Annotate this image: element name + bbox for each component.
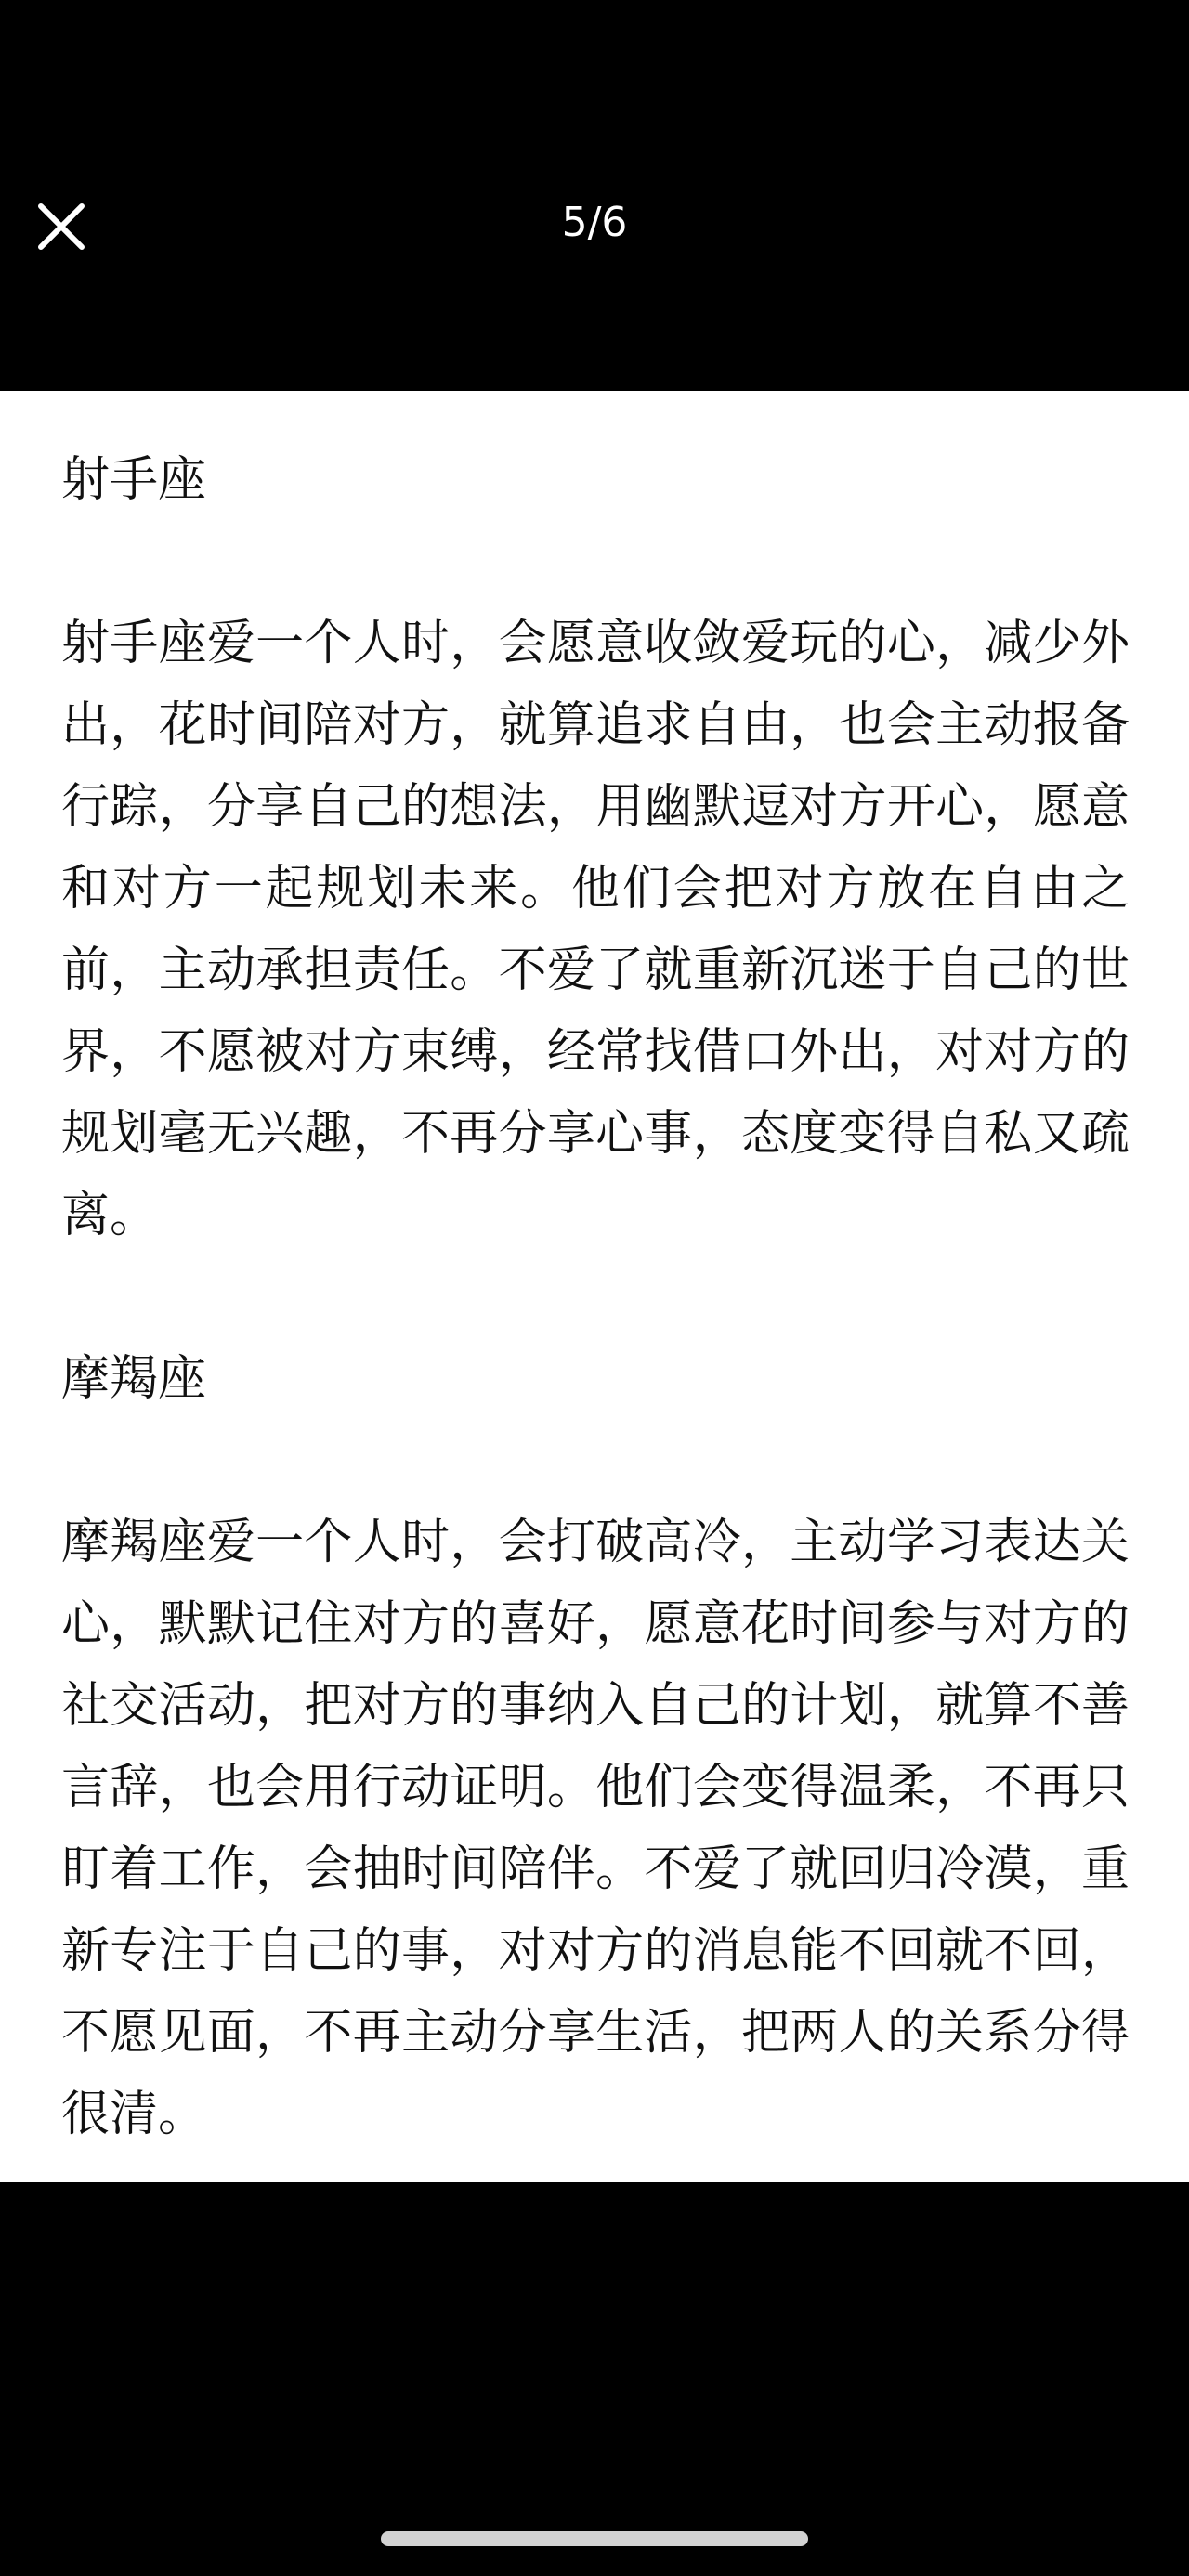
close-icon [35, 201, 87, 253]
section-body-capricorn: 摩羯座爱一个人时，会打破高冷，主动学习表达关心，默默记住对方的喜好，愿意花时间参与对方的社交活动，把对方的事纳入自己的计划，就算不善言辞，也会用行动证明。他们会变得温柔，不再只盯着工作，会抽时间陪伴。不爱了就回归冷漠，重新专注于自己的事，对对方的消息能不回就不回，不愿见面，不再主动分享生活，把两人的关系分得很清。 [61, 1515, 1130, 2142]
viewer-bottom-area [0, 2182, 1189, 2576]
page-counter: 5/6 [561, 199, 628, 246]
section-body-sagittarius: 射手座爱一个人时，会愿意收敛爱玩的心，减少外出，花时间陪对方，就算追求自由，也会主动报备行踪，分享自己的想法，用幽默逗对方开心，愿意和对方一起规划未来。他们会把对方放在自由之前，主动承担责任。不爱了就重新沉迷于自己的世界，不愿被对方束缚，经常找借口外出，对对方的规划毫无兴趣，不再分享心事，态度变得自私又疏离。 [61, 616, 1130, 1243]
section-title-capricorn: 摩羯座 [61, 1351, 207, 1407]
close-button[interactable] [35, 201, 87, 253]
section-title-sagittarius: 射手座 [61, 452, 207, 508]
document-content [61, 391, 1130, 2155]
document-page [0, 391, 1189, 2182]
viewer-top-bar [0, 0, 1189, 391]
home-indicator[interactable] [381, 2531, 808, 2546]
